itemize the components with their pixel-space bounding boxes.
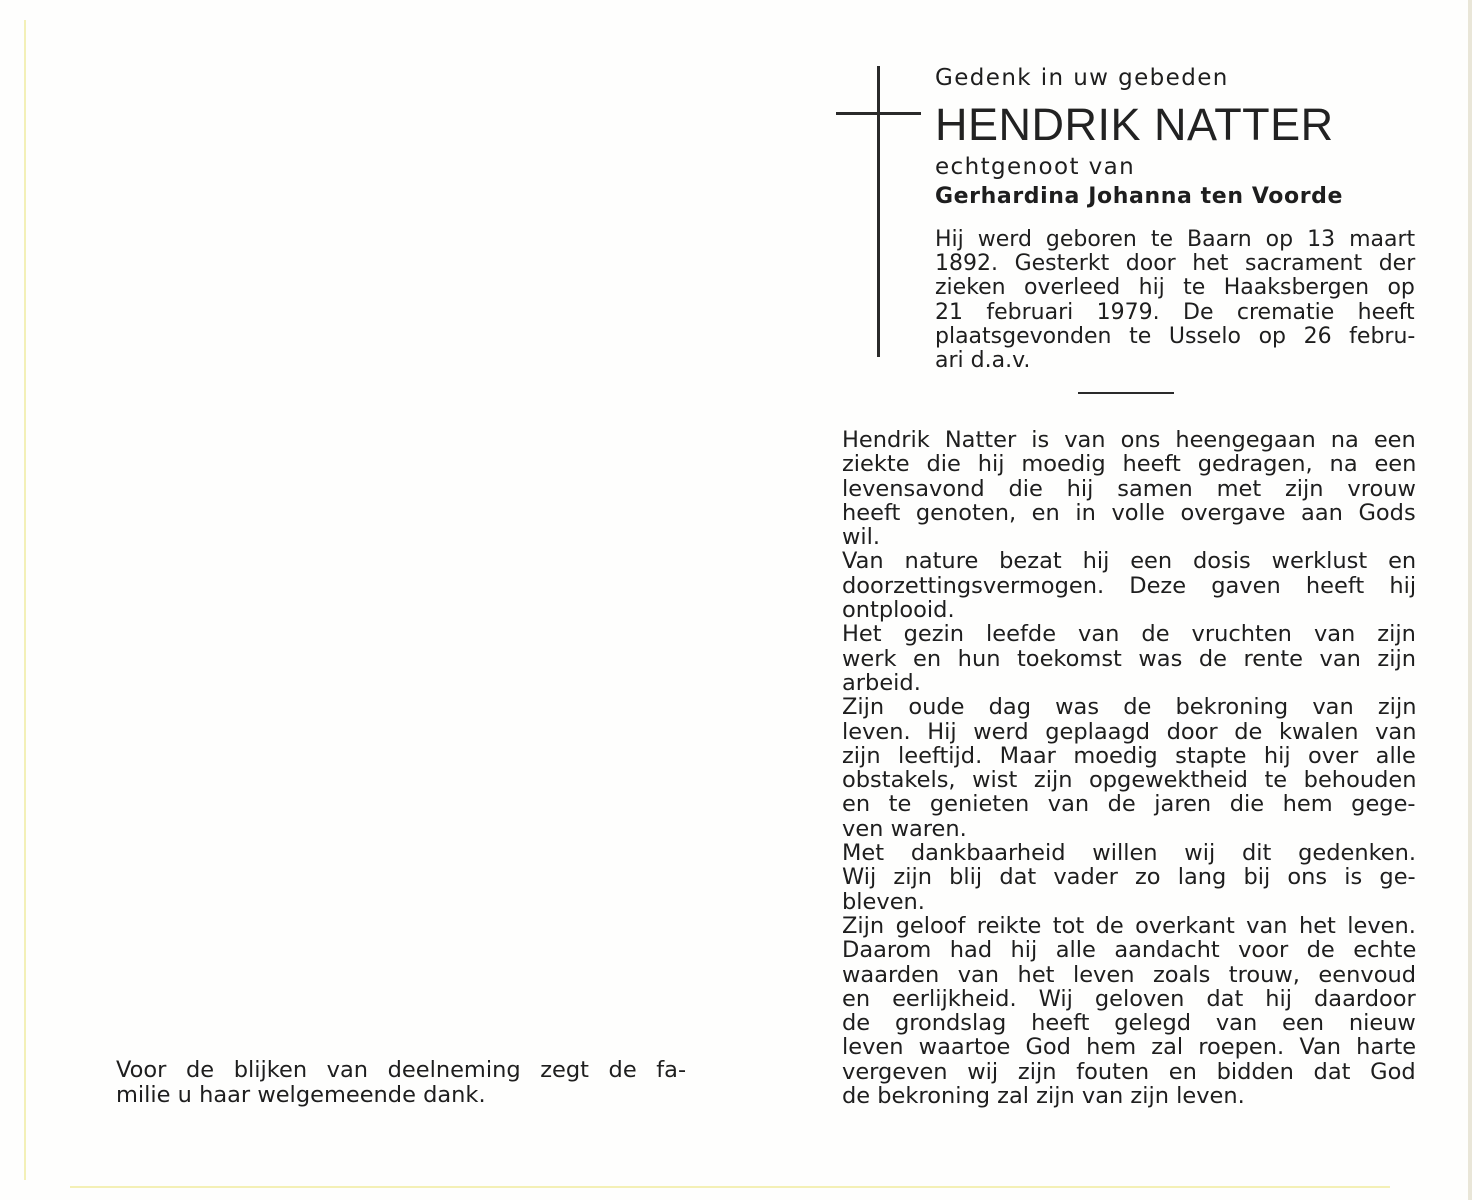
bio-line: zieken overleed hij te Haaksbergen op <box>935 275 1415 301</box>
tribute-line: ontplooid. <box>842 597 955 624</box>
spouse-name: Gerhardina Johanna ten Voorde <box>935 184 1344 209</box>
bio-line: 21 februari 1979. De crematie heeft <box>935 299 1415 325</box>
tribute-line: Zijn oude dag was de bekroning van zijn <box>842 694 1417 721</box>
tribute-line: Het gezin leefde van de vruchten van zijn <box>842 621 1416 648</box>
tribute-line: obstakels, wist zijn opgewektheid te behouden <box>842 767 1417 794</box>
cross-icon <box>877 66 880 357</box>
thanks-note <box>116 1058 686 1107</box>
tribute-line: Met dankbaarheid willen wij dit gedenken. <box>842 840 1417 867</box>
thanks-line: milie u haar welgemeende dank. <box>116 1081 486 1108</box>
card-edge-left <box>24 20 26 1180</box>
tribute-line: heeft genoten, en in volle overgave aan Gods <box>842 499 1416 526</box>
bio-line: 1892. Gesterkt door het sacrament der <box>935 251 1416 277</box>
tribute-line: en eerlijkheid. Wij geloven dat hij daardoor <box>842 985 1416 1012</box>
bio-line: Hij werd geboren te Baarn op 13 maart <box>935 227 1416 252</box>
card-edge-bottom <box>70 1186 1390 1188</box>
tribute-line: wil. <box>842 524 881 551</box>
tribute-line: ziekte die hij moedig heeft gedragen, na een <box>842 451 1417 478</box>
tribute-line: Hendrik Natter is van ons heengegaan na een <box>842 427 1416 453</box>
tribute-line: de bekroning zal zijn van zijn leven. <box>842 1083 1245 1110</box>
tribute-line: leven. Hij werd geplaagd door de kwalen van <box>842 718 1417 745</box>
card-edge-right <box>1468 0 1472 1200</box>
bio-line: ari d.a.v. <box>935 347 1031 373</box>
tribute-line: ven waren. <box>842 815 967 842</box>
tribute-line: Wij zijn blij dat vader zo lang bij ons is ge- <box>842 864 1416 891</box>
tribute-line: vergeven wij zijn fouten en bidden dat God <box>842 1058 1416 1085</box>
tribute-line: levensavond die hij samen met zijn vrouw <box>842 475 1416 502</box>
cross-icon-beam <box>836 112 921 115</box>
spouse-label: echtgenoot van <box>935 154 1136 180</box>
bio-line: plaatsgevonden te Usselo op 26 febru- <box>935 323 1416 349</box>
tribute-line: zijn leeftijd. Maar moedig stapte hij over alle <box>842 742 1416 769</box>
tribute-line: waarden van het leven zoals trouw, eenvoud <box>842 961 1416 988</box>
greeting-text: Gedenk in uw gebeden <box>935 65 1229 91</box>
tribute-line: Van nature bezat hij een dosis werklust en <box>842 548 1417 575</box>
tribute-line: de grondslag heeft gelegd van een nieuw <box>842 1010 1416 1037</box>
tribute-line: Daarom had hij alle aandacht voor de echte <box>842 937 1417 964</box>
tribute-line: werk en hun toekomst was de rente van zijn <box>842 645 1417 672</box>
thanks-line: Voor de blijken van deelneming zegt de fa- <box>116 1057 687 1083</box>
tribute-line: Zijn geloof reikte tot de overkant van het leven. <box>842 912 1416 939</box>
tribute-line: bleven. <box>842 888 925 915</box>
header-block <box>935 62 1415 212</box>
tribute-line: en te genieten van de jaren die hem gege- <box>842 791 1416 818</box>
section-divider <box>1078 392 1174 394</box>
tribute-line: leven waartoe God hem zal roepen. Van harte <box>842 1034 1417 1061</box>
deceased-name: HENDRIK NATTER <box>935 99 1334 150</box>
biography-paragraph <box>935 228 1415 373</box>
tribute-line: arbeid. <box>842 669 921 696</box>
tribute-text <box>842 428 1416 1108</box>
tribute-line: doorzettingsvermogen. Deze gaven heeft hij <box>842 572 1417 599</box>
